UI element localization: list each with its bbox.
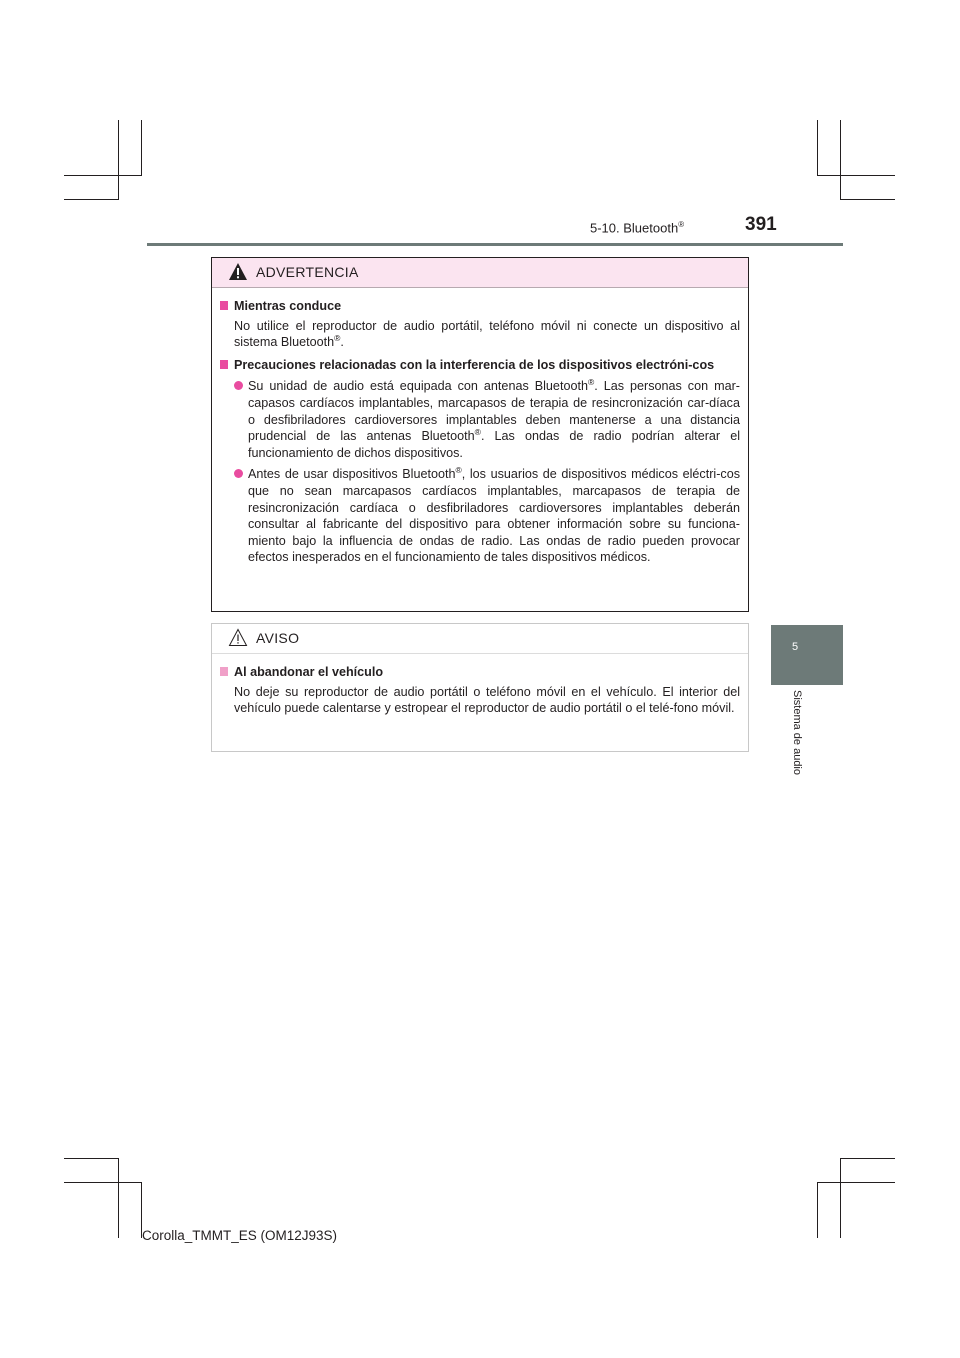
warning-body: [212, 288, 748, 566]
chapter-label: Sistema de audio: [791, 690, 803, 775]
warning-bullet-item: Su unidad de audio está equipada con antenas Bluetooth®. Las personas con mar-capasos cardíacos implantables, marcapasos de terapia de resincronización car-díaca o desfibriladores cardioversores implantables deben mantenerse a una distancia prudencial de las antenas Bluetooth®. Las ondas de radio podrían alterar el funcionamiento de dichos dispositivos.: [220, 378, 740, 461]
notice-section-text: No deje su reproductor de audio portátil o teléfono móvil en el vehículo. El interior del vehículo puede calentarse y estropear el reproductor de audio portátil o el telé-fono móvil.: [234, 684, 740, 716]
notice-title: AVISO: [256, 630, 300, 646]
warning-title: ADVERTENCIA: [256, 264, 359, 280]
registered-mark: ®: [678, 220, 685, 229]
warning-header: [212, 258, 748, 288]
crop-mark: [817, 1182, 818, 1238]
crop-mark: [64, 199, 119, 200]
registered-mark: ®: [334, 333, 341, 343]
header-rule: [147, 243, 843, 246]
circle-bullet-icon: [234, 469, 243, 478]
notice-body: [212, 654, 748, 717]
square-bullet-icon: [220, 301, 228, 310]
registered-mark: ®: [587, 377, 595, 388]
notice-box: [211, 623, 749, 752]
circle-bullet-icon: [234, 381, 243, 390]
warning-section-heading: Mientras conduce: [220, 298, 740, 315]
crop-mark: [64, 1182, 141, 1183]
section-header: [590, 220, 684, 235]
warning-bullet-item: Antes de usar dispositivos Bluetooth®, los usuarios de dispositivos médicos eléctri-cos que no sean marcapasos cardíacos implantables, marcapasos de terapia de resincronización cardíaca o desfibriladores cardioversores implantables deberán consultar al fabricante del dispositivo para obtener información sobre su funciona-miento bajo la influencia de ondas de radio. Las ondas de radio pueden provocar efectos inesperados en el funcionamiento de tales dispositivos médicos.: [220, 466, 740, 566]
crop-mark: [64, 175, 141, 176]
registered-mark: ®: [455, 465, 462, 476]
warning-triangle-icon: [228, 262, 248, 281]
warning-box: [211, 257, 749, 612]
warning-section-heading: Precauciones relacionadas con la interferencia de los dispositivos electróni-cos: [220, 357, 740, 374]
registered-mark: ®: [474, 426, 481, 437]
crop-mark: [64, 1158, 119, 1159]
caution-triangle-icon: [228, 628, 248, 647]
warning-section-text: No utilice el reproductor de audio portátil, teléfono móvil ni conecte un dispositivo al sistema Bluetooth®.: [234, 318, 740, 350]
crop-mark: [840, 1158, 895, 1159]
crop-mark: [817, 1182, 895, 1183]
crop-mark: [840, 199, 895, 200]
section-title: 5-10. Bluetooth: [590, 220, 679, 236]
crop-mark: [118, 1158, 119, 1238]
footer-doc-id: Corolla_TMMT_ES (OM12J93S): [142, 1228, 338, 1243]
crop-mark: [840, 120, 841, 200]
square-bullet-icon: [220, 360, 228, 369]
page-number: 391: [745, 214, 777, 235]
chapter-tab: [771, 625, 843, 685]
square-bullet-icon: [220, 667, 228, 676]
crop-mark: [141, 120, 142, 176]
chapter-number: 5: [791, 641, 799, 653]
crop-mark: [817, 120, 818, 176]
crop-mark: [840, 1158, 841, 1238]
notice-section-heading: Al abandonar el vehículo: [220, 664, 740, 681]
crop-mark: [118, 120, 119, 200]
crop-mark: [817, 175, 895, 176]
notice-header: [212, 624, 748, 654]
